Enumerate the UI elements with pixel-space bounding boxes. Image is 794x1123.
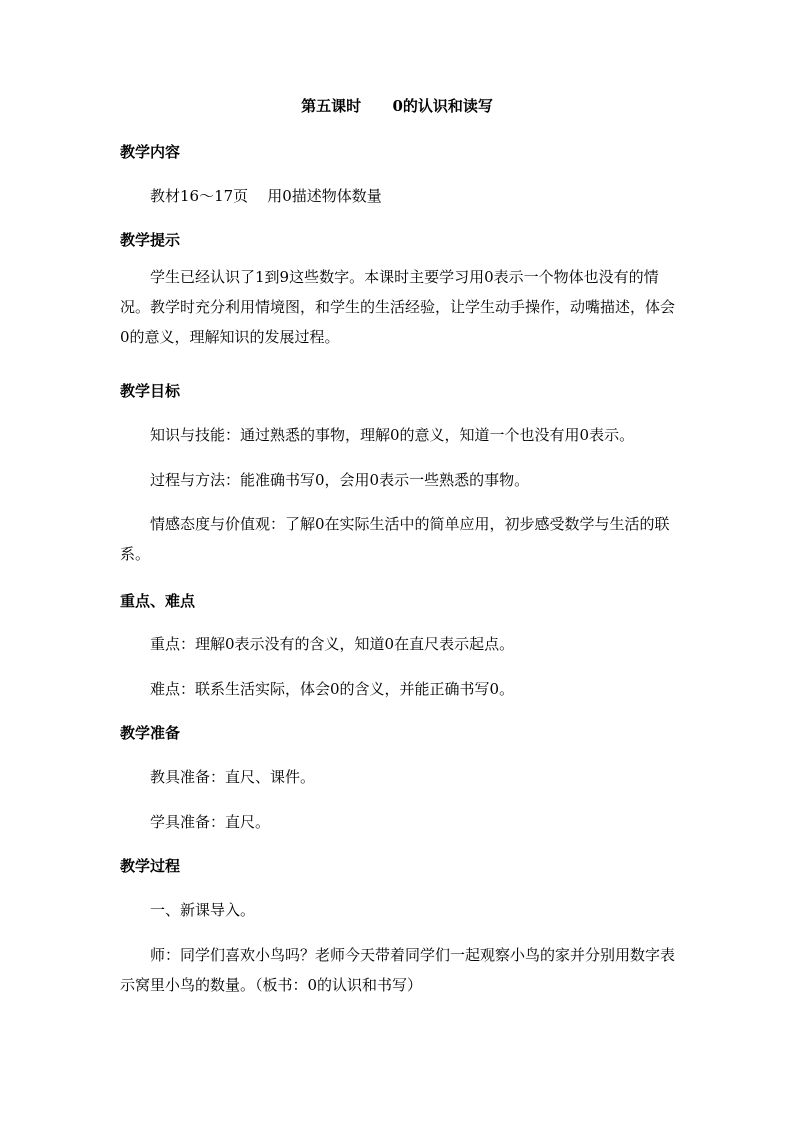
paragraph-key-point: 重点：理解0表示没有的含义，知道0在直尺表示起点。 — [150, 635, 515, 653]
paragraph-teacher-tools: 教具准备：直尺、课件。 — [150, 768, 316, 786]
paragraph-tips: 学生已经认识了1到9这些数字。本课时主要学习用0表示一个物体也没有的情况。教学时充分利用情境图，和学生的生活经验，让学生动手操作，动嘴描述，体会0的意义，理解知识的发展过程。 — [120, 268, 676, 346]
paragraph-content: 教材16～17页 用0描述物体数量 — [150, 187, 382, 205]
paragraph-goal-process: 过程与方法：能准确书写0，会用0表示一些熟悉的事物。 — [150, 471, 530, 489]
section-heading-preparation: 教学准备 — [120, 724, 181, 742]
paragraph-goal-emotion: 情感态度与价值观：了解0在实际生活中的简单应用，初步感受数学与生活的联系。 — [120, 515, 670, 563]
paragraph-difficulty: 难点：联系生活实际，体会0的含义，并能正确书写0。 — [150, 680, 515, 698]
section-heading-content: 教学内容 — [120, 143, 181, 161]
section-heading-key-points: 重点、难点 — [120, 592, 196, 610]
paragraph-student-tools: 学具准备：直尺。 — [150, 813, 271, 831]
section-heading-process: 教学过程 — [120, 857, 181, 875]
paragraph-intro: 一、新课导入。 — [150, 901, 256, 919]
section-heading-tips: 教学提示 — [120, 231, 181, 249]
section-heading-goals: 教学目标 — [120, 382, 181, 400]
paragraph-teacher-speech: 师：同学们喜欢小鸟吗？老师今天带着同学们一起观察小鸟的家并分别用数字表示窝里小鸟的数量。（板书：0的认识和书写） — [120, 946, 676, 994]
lesson-title: 第五课时 0的认识和读写 — [301, 97, 493, 115]
paragraph-goal-knowledge: 知识与技能：通过熟悉的事物，理解0的意义，知道一个也没有用0表示。 — [150, 426, 635, 444]
